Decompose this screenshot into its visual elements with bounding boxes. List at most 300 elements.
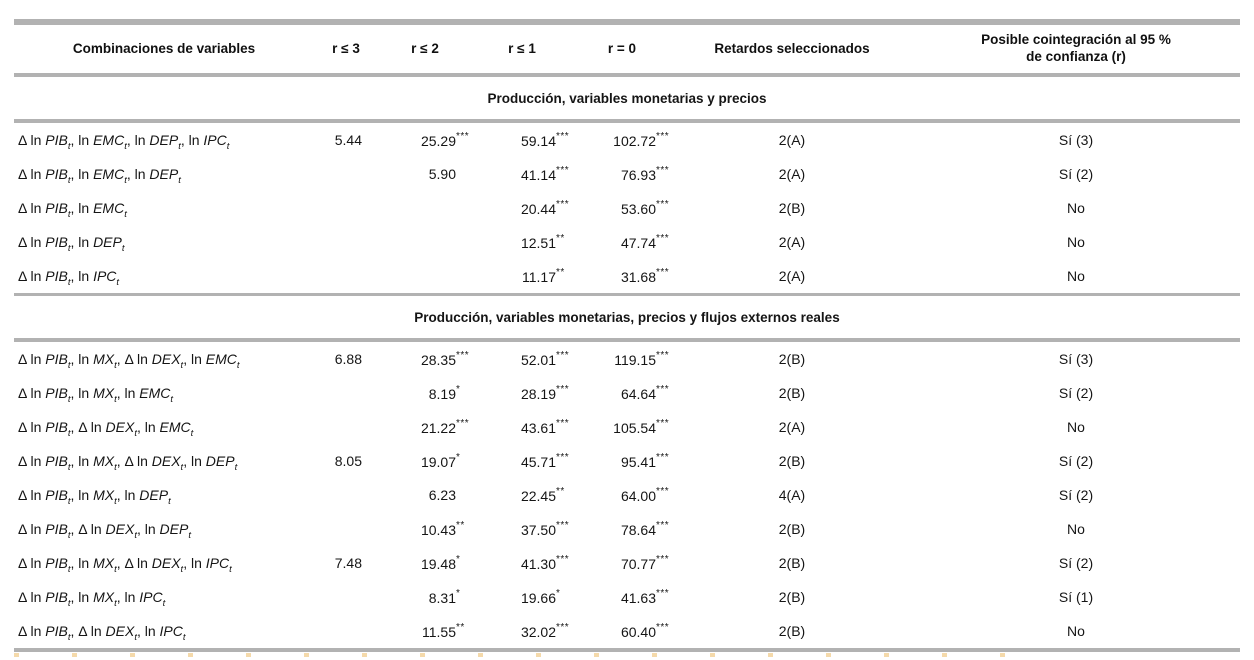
significance-stars: *** (656, 520, 670, 531)
variable-name: DEP (93, 234, 122, 250)
col-header-r-eq-0: r = 0 (572, 22, 672, 75)
ln-operator: ln (124, 589, 140, 605)
variable-name: DEP (149, 166, 179, 182)
delta-ln-operator: Δ ln (78, 419, 106, 435)
cointegration-result: Sí (3) (1058, 132, 1094, 148)
delta-ln-operator: Δ ln (124, 555, 152, 571)
statistic-value: 6.23 (428, 487, 456, 503)
ln-operator: ln (78, 166, 94, 182)
time-subscript: t (67, 174, 71, 186)
ln-operator: ln (78, 487, 94, 503)
ln-operator: ln (78, 200, 94, 216)
variable-name: MX (93, 555, 115, 571)
trace-stat-r-le-1 (472, 191, 572, 225)
cointegration-result: Sí (2) (1058, 555, 1094, 571)
trace-stat-r-le-2 (378, 614, 472, 650)
time-subscript: t (114, 597, 117, 609)
variable-combination: Δ $\ln PIB_t$, Δ $\ln DEX_t$, $\ln DEP_t$ (18, 521, 191, 541)
delta-ln-operator: Δ ln (18, 419, 46, 435)
trace-stat-r-eq-0 (572, 157, 672, 191)
statistic-value: 41.30 (520, 556, 556, 572)
delta-ln-operator: Δ ln (18, 487, 46, 503)
time-subscript: t (182, 631, 186, 643)
variable-name: PIB (45, 521, 68, 537)
trace-stat-r-eq-0 (572, 546, 672, 580)
variable-name: PIB (45, 166, 68, 182)
cointegration-result: No (1067, 521, 1085, 537)
significance-stars: *** (556, 350, 570, 361)
cointegration-result: No (1067, 419, 1085, 435)
variable-combination: Δ $\ln PIB_t$, $\ln MX_t$, Δ $\ln DEX_t$, $\ln EMC_t$ (18, 351, 240, 371)
trace-stat-r-le-2 (378, 546, 472, 580)
variable-name: DEX (151, 351, 181, 367)
trace-stat-r-le-3 (314, 512, 378, 546)
trace-stat-r-eq-0 (572, 259, 672, 295)
trace-stat-r-le-3 (314, 444, 378, 478)
statistic-value: 78.64 (620, 522, 656, 538)
ln-operator: ln (188, 132, 204, 148)
ln-operator: ln (78, 453, 94, 469)
time-subscript: t (67, 461, 71, 473)
variable-name: PIB (45, 385, 68, 401)
table-row (14, 191, 1240, 225)
significance-stars: *** (556, 554, 570, 565)
time-subscript: t (134, 529, 137, 541)
trace-stat-r-le-2 (378, 340, 472, 376)
variable-name: PIB (45, 132, 68, 148)
trace-stat-r-le-1 (472, 580, 572, 614)
trace-stat-r-le-1 (472, 614, 572, 650)
trace-stat-r-le-3 (314, 410, 378, 444)
ln-operator: ln (134, 166, 150, 182)
table-header (14, 22, 1240, 75)
table-section-1 (14, 75, 1240, 295)
statistic-value: 102.72 (613, 133, 656, 149)
cointegration-result: No (1067, 268, 1085, 284)
table-row (14, 121, 1240, 157)
col-header-combinations: Combinaciones de variables (14, 22, 314, 75)
variable-name: EMC (93, 166, 125, 182)
statistic-value: 19.48 (420, 556, 456, 572)
table-row (14, 580, 1240, 614)
trace-stat-r-le-1 (472, 225, 572, 259)
cointegration-result: Sí (2) (1058, 453, 1094, 469)
delta-ln-operator: Δ ln (78, 521, 106, 537)
statistic-value: 21.22 (420, 420, 456, 436)
trace-stat-r-le-3 (314, 376, 378, 410)
variable-name: EMC (93, 132, 125, 148)
time-subscript: t (114, 393, 117, 405)
selected-lags: 2(A) (778, 419, 806, 435)
significance-stars: ** (556, 486, 565, 497)
time-subscript: t (114, 563, 117, 575)
trace-stat-r-eq-0 (572, 191, 672, 225)
significance-stars: * (556, 588, 561, 599)
statistic-value: 76.93 (620, 167, 656, 183)
time-subscript: t (229, 563, 232, 575)
variable-name: IPC (205, 555, 230, 571)
col-header-lags: Retardos seleccionados (672, 22, 912, 75)
time-subscript: t (180, 563, 184, 575)
statistic-value: 41.63 (620, 590, 656, 606)
variable-name: DEP (159, 521, 189, 537)
time-subscript: t (67, 495, 71, 507)
variable-name: PIB (45, 234, 68, 250)
variable-name: EMC (205, 351, 237, 367)
variable-name: DEP (149, 132, 179, 148)
trace-stat-r-le-1 (472, 410, 572, 444)
cointegration-result: Sí (2) (1058, 166, 1094, 182)
trace-stat-r-le-1 (472, 546, 572, 580)
selected-lags: 2(A) (778, 166, 806, 182)
variable-name: EMC (159, 419, 191, 435)
selected-lags: 2(A) (778, 234, 806, 250)
significance-stars: *** (656, 233, 670, 244)
variable-name: DEP (139, 487, 169, 503)
time-subscript: t (67, 393, 71, 405)
variable-combination: Δ $\ln PIB_t$, $\ln EMC_t$, $\ln DEP_t$, $\ln IPC_t$ (18, 132, 230, 152)
time-subscript: t (114, 359, 117, 371)
selected-lags: 2(A) (778, 268, 806, 284)
variable-combination: Δ $\ln PIB_t$, $\ln MX_t$, $\ln IPC_t$ (18, 589, 166, 609)
variable-name: IPC (159, 623, 183, 639)
variable-name: MX (93, 453, 115, 469)
significance-stars: ** (556, 267, 565, 278)
statistic-value: 64.00 (620, 488, 656, 504)
cointegration-result: No (1067, 200, 1085, 216)
trace-stat-r-le-3 (314, 614, 378, 650)
delta-ln-operator: Δ ln (18, 268, 46, 284)
variable-name: IPC (93, 268, 117, 284)
significance-stars: *** (656, 165, 670, 176)
time-subscript: t (67, 242, 71, 254)
time-subscript: t (180, 359, 184, 371)
statistic-value: 119.15 (614, 352, 656, 368)
ln-operator: ln (134, 132, 150, 148)
variable-name: PIB (45, 351, 68, 367)
delta-ln-operator: Δ ln (18, 555, 46, 571)
statistic-value: 8.05 (334, 453, 362, 469)
time-subscript: t (67, 563, 71, 575)
trace-stat-r-le-3 (314, 478, 378, 512)
statistic-value: 5.90 (428, 166, 456, 182)
variable-name: DEX (105, 521, 135, 537)
statistic-value: 95.41 (620, 454, 656, 470)
selected-lags: 2(B) (778, 555, 806, 571)
variable-combination: Δ $\ln PIB_t$, $\ln IPC_t$ (18, 268, 120, 288)
delta-ln-operator: Δ ln (78, 623, 106, 639)
statistic-value: 59.14 (520, 133, 556, 149)
statistic-value: 25.29 (420, 133, 456, 149)
significance-stars: *** (556, 165, 570, 176)
ln-operator: ln (78, 234, 94, 250)
table-row (14, 512, 1240, 546)
statistic-value: 28.35 (420, 352, 456, 368)
significance-stars: *** (556, 520, 570, 531)
table-section-2 (14, 295, 1240, 651)
significance-stars: *** (656, 452, 670, 463)
significance-stars: * (456, 384, 461, 395)
time-subscript: t (124, 140, 127, 152)
delta-ln-operator: Δ ln (18, 589, 46, 605)
trace-stat-r-eq-0 (572, 410, 672, 444)
variable-name: DEX (105, 623, 135, 639)
selected-lags: 2(B) (778, 589, 806, 605)
variable-name: PIB (45, 453, 68, 469)
significance-stars: *** (656, 384, 670, 395)
variable-combination: Δ $\ln PIB_t$, $\ln DEP_t$ (18, 234, 125, 254)
delta-ln-operator: Δ ln (124, 351, 152, 367)
significance-stars: ** (556, 233, 565, 244)
trace-stat-r-le-1 (472, 157, 572, 191)
statistic-value: 70.77 (620, 556, 656, 572)
table-row (14, 340, 1240, 376)
time-subscript: t (236, 359, 240, 371)
col-header-r-le-2: r ≤ 2 (378, 22, 472, 75)
variable-combination: Δ $\ln PIB_t$, Δ $\ln DEX_t$, $\ln EMC_t$ (18, 419, 194, 439)
statistic-value: 47.74 (620, 235, 656, 251)
clipped-footnote-remnant (14, 653, 1024, 657)
variable-name: MX (93, 351, 115, 367)
significance-stars: *** (556, 131, 570, 142)
variable-combination: Δ $\ln PIB_t$, $\ln MX_t$, $\ln EMC_t$ (18, 385, 174, 405)
significance-stars: *** (556, 452, 570, 463)
significance-stars: *** (656, 350, 670, 361)
statistic-value: 37.50 (520, 522, 556, 538)
variable-name: MX (93, 589, 115, 605)
ln-operator: ln (190, 351, 206, 367)
trace-stat-r-eq-0 (572, 614, 672, 650)
time-subscript: t (226, 140, 230, 152)
statistic-value: 32.02 (520, 624, 556, 640)
significance-stars: *** (656, 486, 670, 497)
ln-operator: ln (78, 385, 94, 401)
trace-stat-r-eq-0 (572, 225, 672, 259)
variable-combination: Δ $\ln PIB_t$, $\ln EMC_t$ (18, 200, 127, 220)
cointegration-result: No (1067, 234, 1085, 250)
time-subscript: t (180, 461, 184, 473)
time-subscript: t (116, 276, 120, 288)
table-row (14, 157, 1240, 191)
ln-operator: ln (144, 623, 160, 639)
time-subscript: t (67, 359, 71, 371)
trace-stat-r-le-1 (472, 512, 572, 546)
statistic-value: 11.55 (422, 624, 456, 640)
trace-stat-r-le-1 (472, 376, 572, 410)
table-row (14, 478, 1240, 512)
variable-name: PIB (45, 268, 68, 284)
trace-stat-r-eq-0 (572, 478, 672, 512)
trace-stat-r-le-3 (314, 157, 378, 191)
variable-name: MX (93, 385, 115, 401)
statistic-value: 19.07 (420, 454, 456, 470)
ln-operator: ln (78, 132, 94, 148)
trace-stat-r-le-1 (472, 478, 572, 512)
selected-lags: 2(B) (778, 521, 806, 537)
statistic-value: 43.61 (520, 420, 556, 436)
time-subscript: t (114, 461, 117, 473)
time-subscript: t (67, 276, 71, 288)
significance-stars: *** (656, 418, 670, 429)
time-subscript: t (124, 174, 127, 186)
time-subscript: t (178, 174, 181, 186)
variable-name: PIB (45, 555, 68, 571)
trace-stat-r-eq-0 (572, 444, 672, 478)
cointegration-result: Sí (2) (1058, 487, 1094, 503)
section-title: Producción, variables monetarias y precios (14, 75, 1240, 121)
trace-stat-r-eq-0 (572, 121, 672, 157)
section-title-row (14, 295, 1240, 341)
significance-stars: *** (556, 384, 570, 395)
trace-stat-r-le-3 (314, 546, 378, 580)
ln-operator: ln (144, 419, 160, 435)
trace-stat-r-le-3 (314, 191, 378, 225)
variable-name: IPC (203, 132, 227, 148)
time-subscript: t (114, 495, 117, 507)
statistic-value: 22.45 (520, 488, 556, 504)
ln-operator: ln (124, 385, 140, 401)
variable-name: DEX (151, 453, 181, 469)
selected-lags: 2(B) (778, 623, 806, 639)
cointegration-results-table (14, 19, 1240, 652)
section-title: Producción, variables monetarias, precios y flujos externos reales (14, 295, 1240, 341)
statistic-value: 11.17 (522, 269, 556, 285)
trace-stat-r-le-2 (378, 259, 472, 295)
statistic-value: 31.68 (620, 269, 656, 285)
statistic-value: 7.48 (334, 555, 362, 571)
ln-operator: ln (190, 555, 206, 571)
trace-stat-r-le-1 (472, 444, 572, 478)
cointegration-result: Sí (1) (1058, 589, 1094, 605)
ln-operator: ln (144, 521, 160, 537)
delta-ln-operator: Δ ln (18, 453, 46, 469)
significance-stars: *** (556, 418, 570, 429)
trace-stat-r-le-2 (378, 121, 472, 157)
ln-operator: ln (78, 351, 94, 367)
trace-stat-r-le-2 (378, 225, 472, 259)
statistic-value: 53.60 (620, 201, 656, 217)
variable-name: EMC (93, 200, 125, 216)
statistic-value: 19.66 (520, 590, 556, 606)
statistic-value: 28.19 (520, 386, 556, 402)
cointegration-result: Sí (2) (1058, 385, 1094, 401)
trace-stat-r-le-2 (378, 191, 472, 225)
trace-stat-r-le-2 (378, 478, 472, 512)
variable-name: MX (93, 487, 115, 503)
time-subscript: t (67, 631, 71, 643)
col-header-r-le-3: r ≤ 3 (314, 22, 378, 75)
time-subscript: t (170, 393, 174, 405)
table-row (14, 444, 1240, 478)
variable-combination: Δ $\ln PIB_t$, $\ln EMC_t$, $\ln DEP_t$ (18, 166, 181, 186)
variable-name: PIB (45, 200, 68, 216)
table-row (14, 410, 1240, 444)
variable-name: DEX (105, 419, 135, 435)
table-row (14, 546, 1240, 580)
variable-name: PIB (45, 623, 68, 639)
trace-stat-r-le-3 (314, 259, 378, 295)
variable-name: DEX (151, 555, 181, 571)
time-subscript: t (162, 597, 166, 609)
col-header-cointegration: Posible cointegración al 95 % de confianza (r) (912, 22, 1240, 75)
significance-stars: *** (656, 267, 670, 278)
significance-stars: ** (456, 622, 465, 633)
trace-stat-r-eq-0 (572, 512, 672, 546)
trace-stat-r-le-3 (314, 121, 378, 157)
time-subscript: t (67, 427, 71, 439)
selected-lags: 2(B) (778, 385, 806, 401)
time-subscript: t (234, 461, 238, 473)
statistic-value: 5.44 (334, 132, 362, 148)
variable-name: PIB (45, 487, 68, 503)
section-title-row (14, 75, 1240, 121)
time-subscript: t (67, 140, 71, 152)
trace-stat-r-eq-0 (572, 340, 672, 376)
header-row (14, 22, 1240, 75)
trace-stat-r-le-1 (472, 340, 572, 376)
time-subscript: t (178, 140, 181, 152)
significance-stars: *** (456, 418, 470, 429)
time-subscript: t (134, 631, 137, 643)
trace-stat-r-le-1 (472, 121, 572, 157)
significance-stars: *** (456, 350, 470, 361)
ln-operator: ln (190, 453, 206, 469)
significance-stars: * (456, 554, 461, 565)
delta-ln-operator: Δ ln (18, 132, 46, 148)
ln-operator: ln (124, 487, 140, 503)
variable-name: PIB (45, 419, 68, 435)
table-row (14, 376, 1240, 410)
significance-stars: * (456, 588, 461, 599)
variable-combination: Δ $\ln PIB_t$, Δ $\ln DEX_t$, $\ln IPC_t$ (18, 623, 186, 643)
trace-stat-r-le-3 (314, 340, 378, 376)
time-subscript: t (67, 529, 71, 541)
significance-stars: ** (456, 520, 465, 531)
col-header-r-le-1: r ≤ 1 (472, 22, 572, 75)
time-subscript: t (190, 427, 194, 439)
delta-ln-operator: Δ ln (18, 385, 46, 401)
significance-stars: *** (556, 199, 570, 210)
delta-ln-operator: Δ ln (18, 351, 46, 367)
trace-stat-r-le-3 (314, 225, 378, 259)
significance-stars: *** (656, 588, 670, 599)
statistic-value: 20.44 (520, 201, 556, 217)
statistic-value: 41.14 (520, 167, 556, 183)
ln-operator: ln (78, 268, 94, 284)
significance-stars: *** (656, 131, 670, 142)
trace-stat-r-le-2 (378, 512, 472, 546)
ln-operator: ln (78, 555, 94, 571)
trace-stat-r-le-2 (378, 157, 472, 191)
statistic-value: 10.43 (420, 522, 456, 538)
variable-name: IPC (139, 589, 163, 605)
trace-stat-r-eq-0 (572, 376, 672, 410)
statistic-value: 64.64 (620, 386, 656, 402)
significance-stars: *** (656, 622, 670, 633)
significance-stars: *** (556, 622, 570, 633)
statistic-value: 45.71 (520, 454, 556, 470)
variable-name: PIB (45, 589, 68, 605)
cointegration-result: Sí (3) (1058, 351, 1094, 367)
trace-stat-r-le-2 (378, 580, 472, 614)
significance-stars: *** (656, 554, 670, 565)
variable-combination: Δ $\ln PIB_t$, $\ln MX_t$, Δ $\ln DEX_t$, $\ln DEP_t$ (18, 453, 238, 473)
time-subscript: t (168, 495, 171, 507)
statistic-value: 60.40 (620, 624, 656, 640)
significance-stars: *** (656, 199, 670, 210)
time-subscript: t (188, 529, 191, 541)
delta-ln-operator: Δ ln (18, 234, 46, 250)
